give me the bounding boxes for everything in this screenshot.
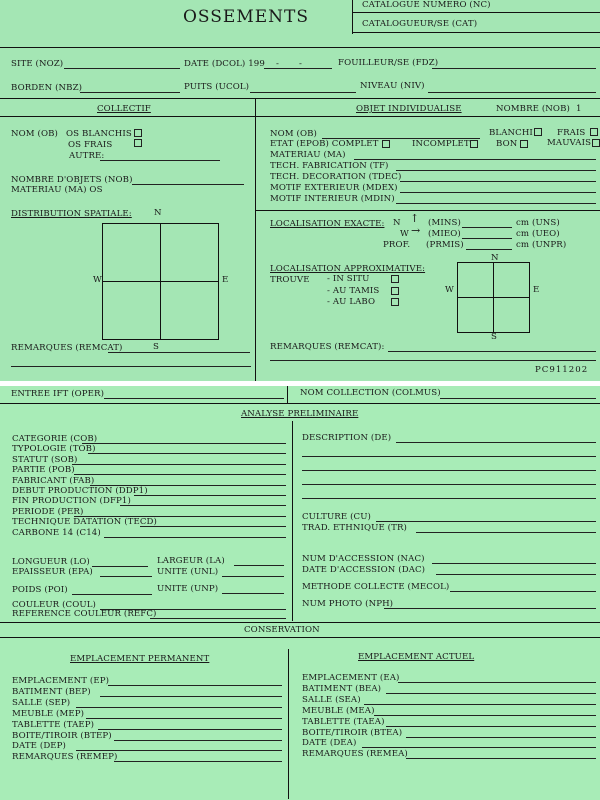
left-label: FIN PRODUCTION (DFP1): [12, 496, 131, 507]
perm-label: EMPLACEMENT (EP): [12, 676, 110, 686]
loc-north-label: N: [393, 218, 401, 228]
trouve-label: TROUVE: [270, 275, 310, 285]
mieo-label: (MIEO): [428, 229, 461, 239]
card-code: PC911202: [535, 365, 589, 375]
actuel-label: BOITE/TIROIR (BTEA): [302, 727, 403, 738]
trad-ethnique-label: TRAD. ETHNIQUE (TR): [302, 523, 407, 533]
actuel-field[interactable]: [374, 715, 596, 716]
frais-label: FRAIS: [557, 128, 586, 138]
left-label: PERIODE (PER): [12, 506, 84, 517]
left-field[interactable]: [140, 526, 286, 527]
description-label: DESCRIPTION (DE): [302, 433, 392, 443]
perm-label: DATE (DEP): [12, 741, 67, 752]
objet-remarques-label: REMARQUES (REMCAT):: [270, 342, 385, 352]
prmis-label: (PRMIS): [426, 240, 464, 250]
catalogue-numero-line: [352, 12, 600, 13]
analyse-header: ANALYSE PRELIMINAIRE: [241, 409, 359, 419]
collectif-remarques-field[interactable]: [108, 352, 250, 353]
blanchi-checkbox[interactable]: [534, 128, 542, 136]
objet-nombre-label: NOMBRE (NOB): [496, 104, 570, 114]
num-photo-field[interactable]: [384, 608, 596, 609]
motif-interieur-label: MOTIF INTERIEUR (MDIN): [270, 194, 395, 204]
actuel-field[interactable]: [364, 704, 596, 705]
objet-remarques-field[interactable]: [388, 351, 596, 352]
mins-field[interactable]: [462, 227, 512, 228]
left-label: CARBONE 14 (C14): [12, 527, 101, 538]
in-situ-checkbox[interactable]: [391, 275, 399, 283]
trad-ethnique-field[interactable]: [416, 532, 596, 533]
longueur-field[interactable]: [92, 566, 148, 567]
actuel-label: BATIMENT (BEA): [302, 683, 382, 694]
in-situ-label: - IN SITU: [327, 274, 370, 284]
objet-nom-label: NOM (OB): [270, 129, 317, 139]
au-tamis-label: - AU TAMIS: [327, 286, 380, 296]
tech-fabrication-label: TECH. FABRICATION (TF): [270, 161, 389, 171]
au-labo-checkbox[interactable]: [391, 298, 399, 306]
tech-decoration-field[interactable]: [400, 181, 596, 182]
bon-checkbox[interactable]: [520, 140, 528, 148]
frais-checkbox[interactable]: [590, 128, 598, 136]
collectif-header: COLLECTIF: [97, 104, 151, 114]
objet-materiau-label: MATERIAU (MA): [270, 150, 346, 160]
largeur-field[interactable]: [234, 565, 284, 566]
unite-unp-field[interactable]: [222, 593, 284, 594]
left-field[interactable]: [104, 537, 286, 538]
perm-field[interactable]: [108, 685, 282, 686]
longueur-label: LONGUEUR (LO): [12, 557, 90, 567]
catalogue-box-divider: [352, 0, 353, 34]
date-field[interactable]: [264, 68, 332, 69]
left-field[interactable]: [72, 464, 286, 465]
approx-east-label: E: [533, 285, 540, 295]
num-accession-field[interactable]: [432, 563, 596, 564]
puits-label: PUITS (UCOL): [184, 82, 250, 92]
emplacement-permanent-header: EMPLACEMENT PERMANENT: [70, 654, 210, 664]
fouilleur-field[interactable]: [432, 68, 596, 69]
mauvais-checkbox[interactable]: [592, 139, 600, 147]
collectif-materiau-label: MATERIAU (MA) OS: [11, 185, 103, 195]
au-tamis-checkbox[interactable]: [391, 287, 399, 295]
collectif-header-line: [0, 116, 255, 117]
autre-label: AUTRE:: [69, 151, 105, 161]
actuel-field[interactable]: [406, 758, 596, 759]
motif-interieur-field[interactable]: [396, 203, 596, 204]
analyse-column-divider: [292, 421, 293, 621]
perm-label: SALLE (SEP): [12, 697, 71, 708]
back-top-divider: [287, 386, 288, 404]
perm-label: BOITE/TIROIR (BTEP): [12, 730, 112, 741]
poids-field[interactable]: [72, 594, 152, 595]
date-accession-label: DATE D'ACCESSION (DAC): [302, 565, 426, 575]
site-label: SITE (NOZ): [11, 59, 64, 69]
left-label: FABRICANT (FAB): [12, 475, 95, 486]
perm-field[interactable]: [98, 729, 282, 730]
os-blanchis-checkbox[interactable]: [134, 129, 142, 137]
description-field-4[interactable]: [302, 484, 596, 485]
objet-header-line: [255, 116, 600, 117]
objet-nombre-value: 1: [576, 104, 582, 114]
epaisseur-label: EPAISSEUR (EPA): [12, 567, 93, 577]
perm-label: REMARQUES (REMEP): [12, 752, 118, 763]
perm-field[interactable]: [86, 718, 282, 719]
actuel-label: MEUBLE (MEA): [302, 705, 375, 716]
section-divider: [0, 98, 600, 99]
incomplet-label: INCOMPLET: [412, 139, 470, 149]
unite-unl-label: UNITE (UNL): [157, 567, 219, 577]
motif-exterieur-label: MOTIF EXTERIEUR (MDEX): [270, 183, 398, 193]
nombre-objets-field[interactable]: [132, 184, 244, 185]
puits-field[interactable]: [250, 92, 356, 93]
left-label: TYPOLOGIE (TOB): [12, 444, 96, 455]
unite-unp-label: UNITE (UNP): [157, 584, 219, 594]
description-field-5[interactable]: [302, 498, 596, 499]
left-label: DEBUT PRODUCTION (DDP1): [12, 486, 148, 496]
nombre-objets-label: NOMBRE D'OBJETS (NOB): [11, 175, 133, 185]
perm-field[interactable]: [114, 761, 282, 762]
left-label: TECHNIQUE DATATION (TECD): [12, 517, 158, 528]
perm-field[interactable]: [76, 707, 282, 708]
mins-label: (MINS): [428, 218, 461, 228]
complet-checkbox[interactable]: [382, 140, 390, 148]
os-blanchis-label: OS BLANCHIS: [66, 129, 132, 139]
entree-label: ENTREE IFT (OPER): [11, 389, 105, 399]
au-labo-label: - AU LABO: [327, 297, 376, 307]
tech-decoration-label: TECH. DECORATION (TDEC): [270, 172, 402, 182]
poids-label: POIDS (POI): [12, 585, 68, 595]
left-field[interactable]: [82, 443, 286, 444]
approx-west-label: W: [445, 285, 454, 295]
actuel-field[interactable]: [406, 737, 596, 738]
localisation-approx-label: LOCALISATION APPROXIMATIVE:: [270, 264, 426, 274]
catalogue-card-back: [0, 386, 600, 800]
approx-south-label: S: [491, 332, 497, 342]
reference-couleur-label: REFERENCE COULEUR (REFC): [12, 609, 157, 619]
left-field[interactable]: [120, 505, 286, 506]
emplacement-actuel-header: EMPLACEMENT ACTUEL: [358, 652, 475, 662]
back-header-divider: [0, 403, 600, 404]
site-field[interactable]: [64, 68, 180, 69]
conservation-divider: [0, 622, 600, 623]
east-arrow-icon: →: [411, 224, 421, 237]
cm-uns-label: cm (UNS): [516, 218, 560, 228]
autre-field[interactable]: [100, 160, 220, 161]
actuel-field[interactable]: [386, 693, 596, 694]
objet-header: OBJET INDIVIDUALISE: [356, 104, 462, 114]
grid-west-label: W: [93, 275, 102, 285]
actuel-label: REMARQUES (REMEA): [302, 749, 408, 760]
unite-unl-field[interactable]: [222, 576, 284, 577]
actuel-label: DATE (DEA): [302, 738, 357, 749]
localisation-exacte-label: LOCALISATION EXACTE:: [270, 219, 385, 229]
mieo-field[interactable]: [462, 238, 512, 239]
perm-label: TABLETTE (TAEP): [12, 719, 95, 730]
grid-north-label: N: [154, 208, 162, 218]
reference-couleur-field[interactable]: [150, 618, 286, 619]
approx-grid[interactable]: [457, 262, 530, 333]
description-field-2[interactable]: [302, 456, 596, 457]
date-dash-2: -: [299, 59, 303, 69]
distribution-spatiale-label: DISTRIBUTION SPATIALE:: [11, 209, 132, 219]
fouilleur-label: FOUILLEUR/SE (FDZ): [338, 58, 439, 68]
perm-field[interactable]: [114, 740, 282, 741]
methode-collecte-field[interactable]: [450, 591, 596, 592]
catalogueur-line: [352, 32, 600, 33]
objet-remarques-field-2[interactable]: [270, 360, 596, 361]
prmis-field[interactable]: [466, 249, 512, 250]
niveau-field[interactable]: [428, 92, 596, 93]
left-label: CATEGORIE (COB): [12, 434, 98, 444]
prof-label: PROF.: [383, 240, 411, 250]
collectif-remarques-label: REMARQUES (REMCAT): [11, 343, 123, 353]
loc-west-label: W: [400, 229, 409, 239]
methode-collecte-label: METHODE COLLECTE (MECOL): [302, 582, 450, 592]
cm-unpr-label: cm (UNPR): [516, 240, 567, 250]
mauvais-label: MAUVAIS: [547, 138, 592, 148]
left-field[interactable]: [88, 453, 286, 454]
incomplet-checkbox[interactable]: [470, 140, 478, 148]
conservation-header-line: [0, 637, 600, 638]
cm-ueo-label: cm (UEO): [516, 229, 560, 239]
description-field-3[interactable]: [302, 470, 596, 471]
culture-label: CULTURE (CU): [302, 512, 371, 522]
borden-field[interactable]: [80, 92, 180, 93]
etat-complet-label: ETAT (EPOB) COMPLET: [270, 139, 379, 149]
card-title: OSSEMENTS: [183, 7, 310, 27]
column-divider: [255, 98, 256, 381]
conservation-column-divider: [288, 649, 289, 799]
catalogue-card-front: [0, 0, 600, 381]
catalogueur-label: CATALOGUEUR/SE (CAT): [362, 19, 478, 29]
perm-label: MEUBLE (MEP): [12, 708, 85, 719]
left-label: STATUT (SOB): [12, 454, 78, 465]
entree-field[interactable]: [104, 398, 284, 399]
blanchi-label: BLANCHI: [489, 128, 533, 138]
left-field[interactable]: [134, 495, 286, 496]
os-frais-label: OS FRAIS: [68, 140, 113, 150]
date-dash-1: -: [276, 59, 280, 69]
actuel-label: EMPLACEMENT (EA): [302, 673, 400, 683]
collectif-remarques-field-2[interactable]: [11, 366, 251, 367]
actuel-field[interactable]: [398, 682, 596, 683]
date-accession-field[interactable]: [436, 574, 596, 575]
num-accession-label: NUM D'ACCESSION (NAC): [302, 554, 425, 564]
distribution-grid[interactable]: [102, 223, 219, 340]
localisation-divider: [255, 210, 600, 211]
catalogue-numero-label: CATALOGUE NUMERO (NC): [362, 0, 491, 10]
motif-exterieur-field[interactable]: [400, 192, 596, 193]
grid-east-label: E: [222, 275, 229, 285]
perm-field[interactable]: [100, 696, 282, 697]
actuel-field[interactable]: [386, 726, 596, 727]
grid-south-label: S: [153, 342, 159, 352]
os-frais-checkbox[interactable]: [134, 139, 142, 147]
culture-field[interactable]: [376, 521, 596, 522]
nom-collection-label: NOM COLLECTION (COLMUS): [300, 388, 441, 398]
date-label: DATE (DCOL) 199: [184, 59, 265, 69]
epaisseur-field[interactable]: [100, 576, 152, 577]
objet-materiau-field[interactable]: [354, 159, 596, 160]
tech-fabrication-field[interactable]: [396, 170, 596, 171]
approx-north-label: N: [491, 253, 499, 263]
left-field[interactable]: [74, 474, 286, 475]
bon-label: BON: [496, 139, 518, 149]
niveau-label: NIVEAU (NIV): [360, 81, 425, 91]
actuel-label: TABLETTE (TAEA): [302, 716, 385, 727]
collectif-nom-label: NOM (OB): [11, 129, 58, 139]
largeur-label: LARGEUR (LA): [157, 556, 225, 566]
nom-collection-field[interactable]: [440, 398, 596, 399]
perm-label: BATIMENT (BEP): [12, 686, 91, 697]
north-arrow-icon: ↑: [410, 212, 420, 225]
couleur-label: COULEUR (COUL): [12, 600, 96, 610]
conservation-header: CONSERVATION: [244, 625, 320, 635]
header-divider: [0, 47, 600, 48]
left-label: PARTIE (POB): [12, 465, 75, 476]
num-photo-label: NUM PHOTO (NPH): [302, 599, 394, 609]
actuel-label: SALLE (SEA): [302, 694, 361, 705]
borden-label: BORDEN (NBZ): [11, 83, 83, 93]
description-field-1[interactable]: [396, 442, 596, 443]
